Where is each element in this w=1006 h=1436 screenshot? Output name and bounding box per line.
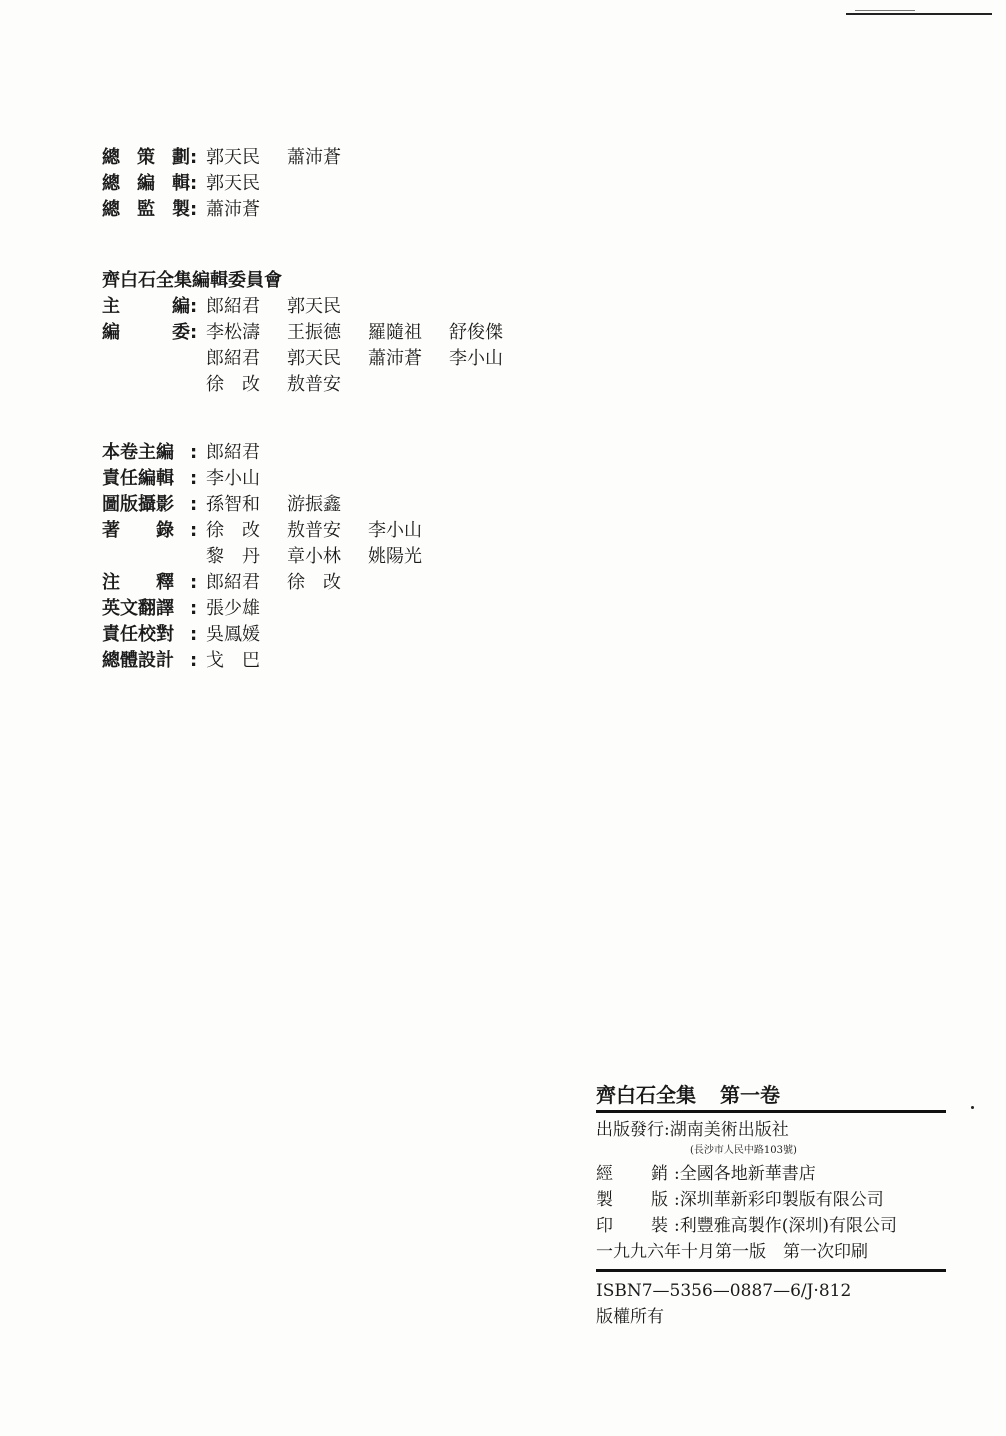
publisher-name: 湖南美術出版社 bbox=[669, 1120, 789, 1140]
credit-label: 總 監 製 : bbox=[102, 199, 198, 220]
volume-credit-name: 李小山 bbox=[368, 520, 422, 541]
volume-credit-name: 徐 改 bbox=[206, 520, 260, 541]
publisher-label: 出版發行 bbox=[596, 1120, 664, 1140]
volume-credit-name: 孫智和 bbox=[206, 494, 260, 515]
printer-row: 印 裝 :利豐雅高製作(深圳)有限公司 bbox=[596, 1213, 946, 1239]
volume-credit-name: 姚陽光 bbox=[368, 546, 422, 567]
edition-row: 一九九六年十月第一版 第一次印刷 bbox=[596, 1242, 868, 1262]
plate-maker: 深圳華新彩印製版有限公司 bbox=[679, 1190, 884, 1210]
volume-credit-name: 李小山 bbox=[206, 468, 260, 489]
volume-credit-name: 郎紹君 bbox=[206, 442, 260, 463]
distributor-label: 經 銷 bbox=[596, 1164, 668, 1184]
colophon bbox=[596, 1080, 946, 1330]
editorial-committee bbox=[102, 268, 503, 398]
title-rule bbox=[596, 1110, 946, 1113]
volume-credit-name: 黎 丹 bbox=[206, 546, 260, 567]
volume-credit-label: 責任校對 : bbox=[102, 624, 198, 645]
credit-name: 蕭沛蒼 bbox=[287, 147, 341, 168]
volume-credit-label: 本卷主編 : bbox=[102, 442, 198, 463]
committee-member: 郭天民 bbox=[287, 296, 341, 317]
volume-credit-name: 郎紹君 bbox=[206, 572, 260, 593]
volume-credit-name: 章小林 bbox=[287, 546, 341, 567]
committee-member: 蕭沛蒼 bbox=[368, 348, 422, 369]
committee-row bbox=[102, 320, 503, 346]
committee-member: 王振德 bbox=[287, 322, 341, 343]
committee-member: 李小山 bbox=[449, 348, 503, 369]
printer-label: 印 裝 bbox=[596, 1216, 668, 1236]
distributor-name: 全國各地新華書店 bbox=[679, 1164, 816, 1184]
plate-label: 製 版 bbox=[596, 1190, 668, 1210]
publisher-address: (長沙市人民中路103號) bbox=[690, 1145, 797, 1156]
scan-mark-line bbox=[855, 10, 915, 11]
committee-row bbox=[102, 346, 503, 372]
copyright-notice: 版權所有 bbox=[596, 1307, 664, 1327]
plate-row: 製 版 :深圳華新彩印製版有限公司 bbox=[596, 1187, 946, 1213]
committee-row bbox=[102, 294, 341, 320]
volume-credit-label: 總體設計 : bbox=[102, 650, 198, 671]
credit-name: 郭天民 bbox=[206, 147, 260, 168]
scan-mark-line bbox=[846, 13, 992, 15]
committee-member: 李松濤 bbox=[206, 322, 260, 343]
committee-member: 羅隨祖 bbox=[368, 322, 422, 343]
isbn-rule bbox=[596, 1269, 946, 1272]
credit-label: 總 編 輯 : bbox=[102, 173, 198, 194]
volume-credit-name: 徐 改 bbox=[287, 572, 341, 593]
volume-credit-name: 戈 巴 bbox=[206, 650, 260, 671]
volume-credit-name: 敖普安 bbox=[287, 520, 341, 541]
scan-dot bbox=[971, 1106, 974, 1109]
volume-credit-label: 著 錄 : bbox=[102, 520, 198, 541]
volume-number: 第一卷 bbox=[720, 1083, 780, 1107]
committee-row bbox=[102, 372, 341, 398]
committee-member: 敖普安 bbox=[287, 374, 341, 395]
isbn: ISBN7—5356—0887—6/J·812 bbox=[596, 1281, 852, 1301]
committee-member: 徐 改 bbox=[206, 374, 260, 395]
credit-name: 蕭沛蒼 bbox=[206, 199, 260, 220]
committee-member: 郎紹君 bbox=[206, 296, 260, 317]
volume-credit-label: 英文翻譯 : bbox=[102, 598, 198, 619]
book-title: 齊白石全集 bbox=[596, 1083, 696, 1107]
printer-name: 利豐雅高製作(深圳)有限公司 bbox=[679, 1216, 897, 1236]
colophon-title bbox=[596, 1080, 946, 1110]
volume-credit-name: 張少雄 bbox=[206, 598, 260, 619]
volume-credit-label: 責任編輯 : bbox=[102, 468, 198, 489]
committee-member: 郭天民 bbox=[287, 348, 341, 369]
committee-role-label: 編 委 : bbox=[102, 322, 198, 343]
distributor-row: 經 銷 :全國各地新華書店 bbox=[596, 1161, 946, 1187]
publisher-row: 出版發行:湖南美術出版社 bbox=[596, 1120, 789, 1140]
volume-credit-name: 游振鑫 bbox=[287, 494, 341, 515]
credit-name: 郭天民 bbox=[206, 173, 260, 194]
volume-credit-label: 圖版攝影 : bbox=[102, 494, 198, 515]
credit-label: 總 策 劃 : bbox=[102, 147, 198, 168]
committee-member: 郎紹君 bbox=[206, 348, 260, 369]
committee-role-label: 主 編 : bbox=[102, 296, 198, 317]
volume-credit-label: 注 釋 : bbox=[102, 572, 198, 593]
volume-credit-name: 吳鳳媛 bbox=[206, 624, 260, 645]
committee-heading: 齊白石全集編輯委員會 bbox=[102, 270, 282, 291]
committee-member: 舒俊傑 bbox=[449, 322, 503, 343]
